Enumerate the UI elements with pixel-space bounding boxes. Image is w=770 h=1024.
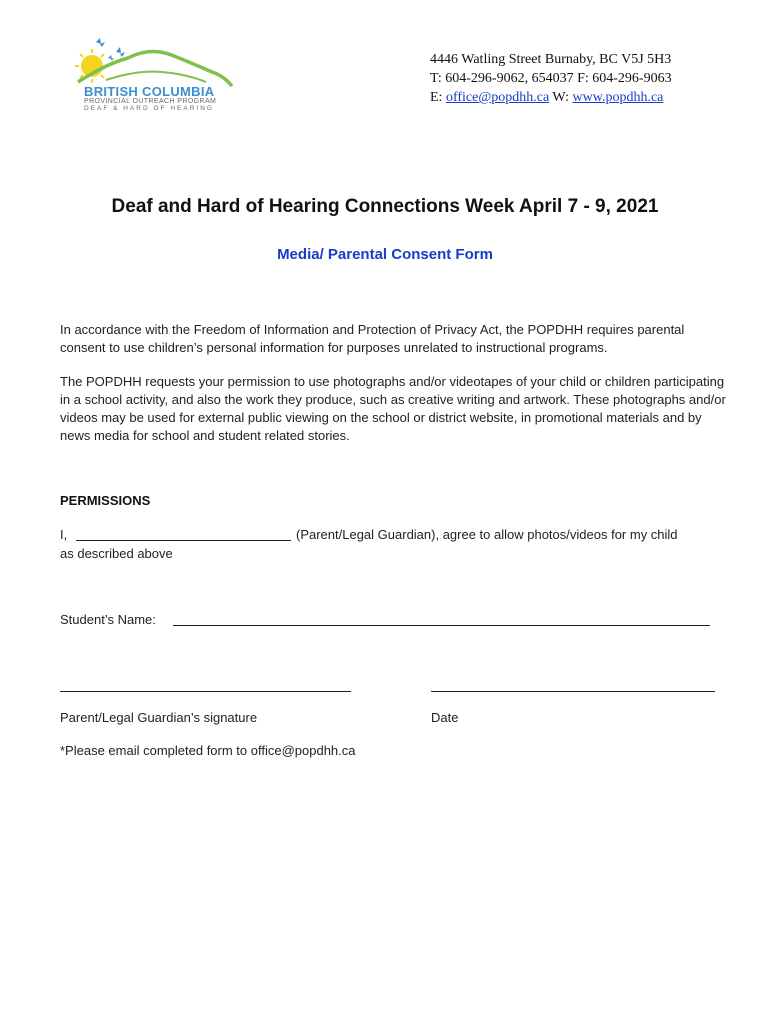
date-field[interactable] (431, 691, 715, 692)
web-link[interactable]: www.popdhh.ca (572, 90, 664, 105)
email-link[interactable]: office@popdhh.ca (445, 90, 550, 105)
student-name-label: Student’s Name: (60, 612, 156, 627)
address: 4446 Watling Street Burnaby, BC V5J 5H3 (430, 52, 672, 67)
logo-text (84, 84, 244, 112)
signature-field[interactable] (60, 691, 351, 692)
butterfly-icon (96, 38, 125, 61)
consent-suffix: (Parent/Legal Guardian), agree to allow photos/videos for my child (296, 527, 678, 542)
form-subtitle: Media/ Parental Consent Form (277, 246, 493, 263)
email-web-line (430, 88, 672, 107)
signature-label: Parent/Legal Guardian’s signature (60, 710, 258, 725)
email-note: *Please email completed form to office@popdhh.ca (60, 743, 356, 758)
student-name-field[interactable] (173, 625, 710, 626)
email-label: E: (430, 90, 443, 105)
privacy-paragraph: In accordance with the Freedom of Information and Protection of Privacy Act, the POPDHH requires parental consent to use children’s personal information for purposes unrelated to instructional programs. (60, 322, 685, 355)
page-title: Deaf and Hard of Hearing Connections Week April 7 - 9, 2021 (111, 196, 659, 217)
logo-subtitle: PROVINCIAL OUTREACH PROGRAM (84, 98, 217, 105)
permissions-heading: PERMISSIONS (60, 493, 151, 508)
logo-tagline: DEAF & HARD OF HEARING (84, 105, 214, 112)
date-label: Date (431, 710, 459, 725)
phone: T: 604-296-9062, 654037 F: 604-296-9063 (430, 71, 672, 86)
permission-paragraph: The POPDHH requests your permission to use photographs and/or videotapes of your child or children participating in a school activity, and also the work they produce, such as creative writing and artwork. These photographs and/or videos may be used for external public viewing on the school or district website, in promotional materials and by news media for school and student related stories. (60, 374, 726, 443)
contact-block (430, 50, 672, 107)
consent-prefix: I, (60, 527, 68, 542)
consent-line2: as described above (60, 546, 173, 561)
guardian-name-field[interactable] (76, 540, 291, 541)
web-label: W: (552, 90, 570, 105)
logo-title: BRITISH COLUMBIA (84, 84, 215, 99)
